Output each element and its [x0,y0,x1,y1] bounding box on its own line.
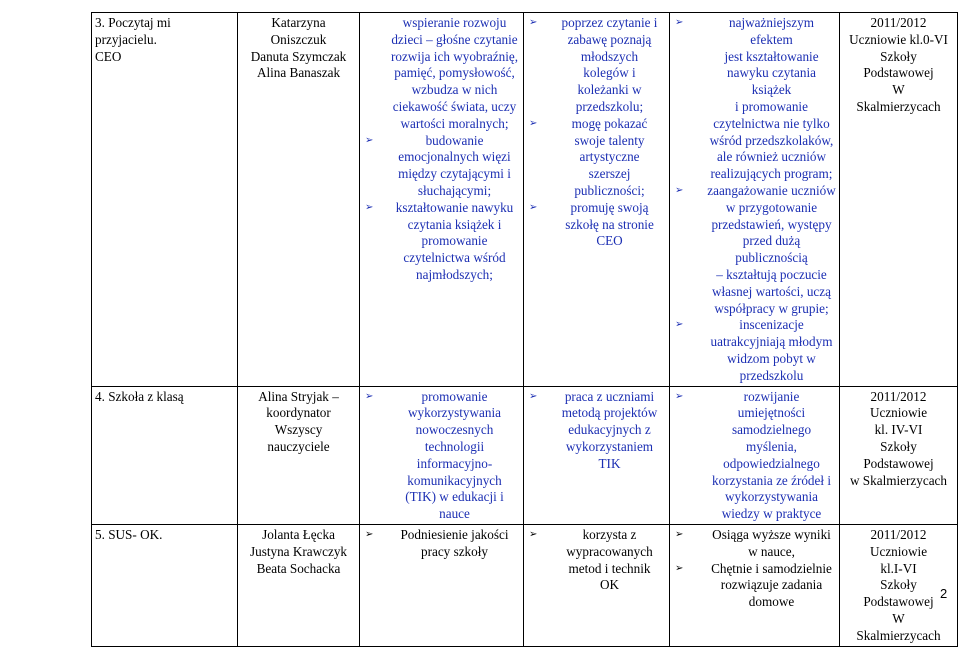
participants-line: Skalmierzycach [856,627,941,643]
benefit-line: artystyczne [579,149,640,165]
benefit-line: koleżanki w [577,82,642,98]
effect-item [673,527,836,561]
goals-cell [360,524,524,646]
project-name-cell [92,13,238,387]
benefit-item [527,527,666,594]
goal-line: komunikacyjnych [407,472,502,488]
benefit-line: przedszkolu; [575,98,644,114]
benefit-text [553,200,666,250]
arrow-bullet-icon: ➢ [675,184,684,196]
project-name-line: przyjacielu. [95,31,157,47]
coordinator-line: Justyna Krawczyk [249,543,348,559]
coordinator-line: Alina Stryjak – [258,388,339,404]
benefit-line: publiczności; [574,182,645,198]
effect-item [673,317,836,384]
effect-line: współpracy w grupie; [714,300,829,316]
benefit-text [553,527,666,594]
arrow-bullet-icon: ➢ [529,17,538,28]
table-row [92,386,958,524]
effect-line: Osiąga wyższe wyniki [712,526,831,542]
benefit-item [527,200,666,250]
goal-line: wartości moralnych; [400,115,509,131]
goal-item [363,527,520,561]
coordinators-cell [238,13,360,387]
goal-line: między czytającymi i [398,166,511,182]
effect-line: korzystania ze źródeł i [712,472,831,488]
effect-line: – kształtują poczucie [716,266,827,282]
project-name-line: CEO [95,48,122,64]
goal-line: czytania książek i [407,216,502,232]
table-row [92,13,958,387]
project-name-cell [92,386,238,524]
benefit-line: OK [599,577,620,593]
benefit-line: kolegów i [583,65,636,81]
participants-line: Podstawowej [863,455,934,471]
benefit-item [527,15,666,116]
participants-line: W [892,82,905,98]
arrow-bullet-icon: ➢ [675,319,684,331]
participants-line: Uczniowie kl.0-VI [849,31,948,47]
effect-item [673,183,836,317]
participants-line: kl. IV-VI [874,422,923,438]
coordinators-cell [238,386,360,524]
arrow-bullet-icon: ➢ [365,528,374,540]
effect-line: Chętnie i samodzielnie [711,560,832,576]
participants-line: kl.I-VI [880,560,917,576]
goal-item [363,15,520,133]
participants-line: Szkoły [880,48,917,64]
goal-line: budowanie [425,132,484,148]
benefits-cell [524,13,670,387]
arrow-bullet-icon: ➢ [529,117,538,129]
participants-line: Szkoły [880,577,917,593]
goal-item [363,200,520,284]
benefit-line: zabawę poznają [567,31,652,47]
benefit-text [553,116,666,200]
arrow-bullet-icon: ➢ [675,390,684,402]
arrow-bullet-icon: ➢ [365,201,374,213]
goal-line: Podniesienie jakości [400,526,509,542]
effect-line: inscenizacje [739,317,804,333]
arrow-bullet-icon: ➢ [675,528,684,540]
benefits-cell [524,524,670,646]
goal-line: rozwija ich wyobraźnię, [390,48,519,64]
goal-line: wzbudza w nich [411,82,498,98]
effect-item [673,561,836,611]
effect-line: zaangażowanie uczniów [707,182,836,198]
coordinator-line: koordynator [266,405,331,421]
effect-line: i promowanie [735,98,808,114]
effect-item [673,15,836,183]
goal-item [363,389,520,523]
participants-line: Podstawowej [863,594,934,610]
effect-line: odpowiedzialnego [723,455,820,471]
coordinator-line: Jolanta Łęcka [262,526,335,542]
arrow-bullet-icon: ➢ [529,390,538,402]
table-row [92,524,958,646]
coordinator-line: Danuta Szymczak [250,48,347,64]
goal-text [389,133,520,200]
effect-line: przedstawień, występy [711,216,832,232]
project-name-line: 5. SUS- OK. [95,526,163,542]
participants-line: W [892,610,905,626]
effect-line: najważniejszym efektem [729,15,814,47]
benefit-line: TIK [598,455,621,471]
coordinator-line: Oniszczuk [270,31,327,47]
activities-table [91,12,958,647]
effect-line: przed dużą publicznością [735,233,808,266]
goal-text [389,200,520,284]
goal-line: czytelnictwa wśród [403,250,506,266]
benefit-line: metodą projektów [561,405,658,421]
benefit-item [527,116,666,200]
participants-cell [840,386,958,524]
goal-line: informacyjno- [416,455,493,471]
coordinator-line: Alina Banaszak [256,65,341,81]
effects-cell [670,386,840,524]
participants-line: 2011/2012 [870,15,927,30]
effect-line: ale również uczniów [716,149,827,165]
effect-line: w nauce, [748,543,795,559]
project-name-line: 3. Poczytaj mi [95,15,171,30]
project-name-cell [92,524,238,646]
benefit-line: szkołę na stronie [565,216,654,232]
goal-line: pracy szkoły [420,543,488,559]
goal-line: nowoczesnych [415,422,494,438]
benefit-item [527,389,666,473]
benefit-line: szerszej [588,166,631,182]
goal-line: ciekawość świata, uczy [392,98,517,114]
project-name-line: 4. Szkoła z klasą [95,388,184,404]
effect-text [707,527,836,561]
effect-line: wykorzystywania [724,489,819,505]
benefit-line: swoje talenty [574,132,645,148]
effect-line: domowe [748,594,795,610]
goal-line: kształtowanie nawyku [395,199,514,215]
effects-cell [670,13,840,387]
goal-line: słuchającymi; [417,182,492,198]
goal-line: (TIK) w edukacji i [405,489,504,505]
effect-text [707,317,836,384]
goal-text [389,15,520,133]
effect-line: rozwijanie [743,388,800,404]
goal-line: promowanie [421,388,488,404]
goals-cell [360,13,524,387]
effect-line: myślenia, [746,438,797,454]
goal-item [363,133,520,200]
effect-line: nawyku czytania książek [727,65,816,98]
participants-line: Uczniowie [869,405,928,421]
goal-line: technologii [424,438,485,454]
effect-line: własnej wartości, uczą [711,283,831,299]
goal-line: emocjonalnych więzi [398,149,511,165]
coordinator-line: Beata Sochacka [256,560,341,576]
effect-line: w przygotowanie [725,199,818,215]
effect-line: czytelnictwa nie tylko [713,115,830,131]
coordinator-line: nauczyciele [267,438,330,454]
benefit-line: edukacyjnych z [568,422,651,438]
effect-line: jest kształtowanie [724,48,819,64]
arrow-bullet-icon: ➢ [675,17,684,28]
arrow-bullet-icon: ➢ [365,390,374,402]
goal-line: pamięć, pomysłowość, [394,65,515,81]
benefit-line: młodszych [580,48,639,64]
benefits-cell [524,386,670,524]
goal-line: wykorzystywania [407,405,502,421]
benefit-line: praca z uczniami [564,388,655,404]
participants-cell [840,13,958,387]
effects-cell [670,524,840,646]
goal-line: promowanie [421,233,488,249]
goals-cell [360,386,524,524]
effect-line: umiejętności [737,405,806,421]
participants-line: Skalmierzycach [856,98,941,114]
goal-text [389,527,520,561]
effect-line: samodzielnego [731,422,812,438]
participants-line: Szkoły [880,438,917,454]
page-number: 2 [940,586,948,601]
benefit-text [553,15,666,116]
effect-line: uatrakcyjniają młodym [710,334,833,350]
benefit-line: CEO [596,233,623,249]
coordinator-line: Katarzyna [271,15,326,30]
effect-item [673,389,836,523]
effect-text [707,389,836,523]
goal-line: najmłodszych; [416,266,493,282]
effect-line: przedszkolu [739,367,804,383]
participants-line: 2011/2012 [870,526,927,542]
benefit-line: poprzez czytanie i [561,15,658,30]
effect-text [707,561,836,611]
benefit-line: metod i technik [568,560,651,576]
benefit-line: wypracowanych [566,543,653,559]
participants-line: 2011/2012 [870,388,927,404]
coordinators-cell [238,524,360,646]
effect-line: widzom pobyt w [727,350,816,366]
arrow-bullet-icon: ➢ [365,134,374,146]
goal-line: dzieci – głośne czytanie [391,31,518,47]
participants-line: w Skalmierzycach [849,472,948,488]
benefit-line: promuję swoją [570,199,649,215]
arrow-bullet-icon: ➢ [529,201,538,213]
arrow-bullet-icon: ➢ [529,528,538,540]
benefit-line: mogę pokazać [571,115,648,131]
goal-text [389,389,520,523]
effect-line: wśród przedszkolaków, [709,132,834,148]
benefit-text [553,389,666,473]
arrow-bullet-icon: ➢ [675,562,684,574]
effect-text [707,183,836,317]
goal-line: nauce [439,506,470,522]
effect-line: rozwiązuje zadania [720,577,823,593]
effect-text [707,15,836,183]
participants-line: Uczniowie [869,543,928,559]
coordinator-line: Wszyscy [274,422,323,438]
effect-line: realizujących program; [710,166,833,182]
participants-line: Podstawowej [863,65,934,81]
goal-line: wspieranie rozwoju [402,15,507,30]
effect-line: wiedzy w praktyce [721,506,822,522]
benefit-line: korzysta z [582,526,637,542]
benefit-line: wykorzystaniem [565,438,654,454]
